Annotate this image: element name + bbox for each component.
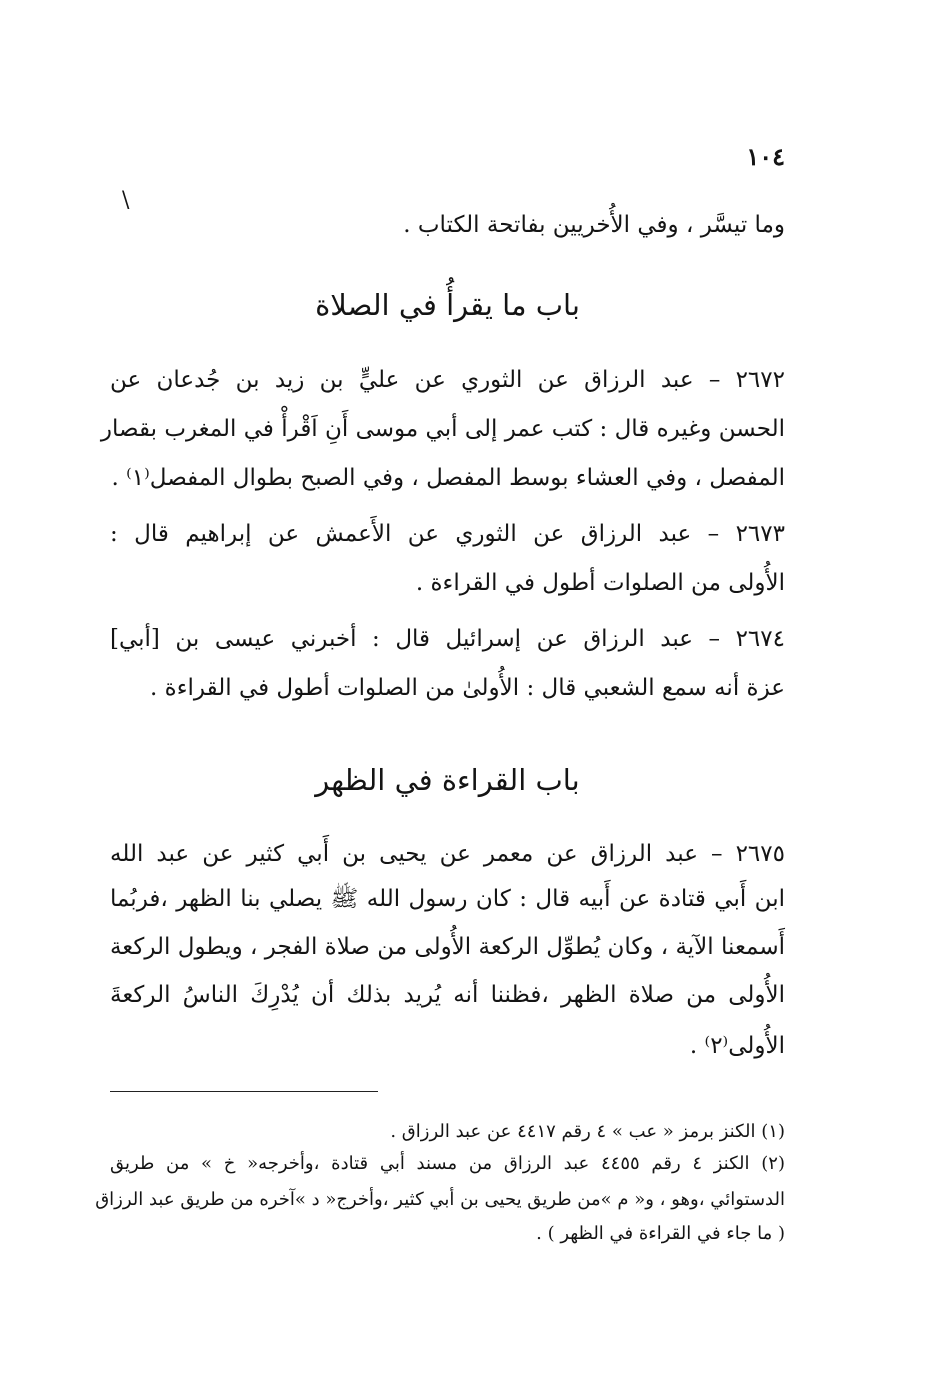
hadith-2672-line-3: المفصل ، وفي العشاء بوسط المفصل ، وفي الصبح بطوال المفصل⁽١⁾ . [111,465,785,491]
margin-mark: \ [122,188,130,213]
hadith-2675-line-3: أَسمعنا الآية ، وكان يُطوِّل الركعة الأُولى من صلاة الفجر ، ويطول الركعة [109,934,785,960]
section-heading-dhuhr-recitation: باب القراءة في الظهر [315,763,580,797]
footnote-2-line-2: الدستوائي ،وهو ، و« م »من طريق يحيى بن أبي كثير ،وأخرج« د »آخره من طريق عبد الرزاق [95,1189,785,1210]
hadith-2675-line-4: الأُولى من صلاة الظهر ،فظننا أنه يُريد بذلك أن يُدْرِكَ الناسُ الركعةَ [110,982,785,1008]
hadith-2674-line-2: عزة أنه سمع الشعبي قال : الأُولىٰ من الصلوات أطول في القراءة . [150,675,785,701]
hadith-2672-line-1: ٢٦٧٢ – عبد الرزاق عن الثوري عن عليٍّ بن زيد بن جُدعان عن [110,367,785,393]
hadith-2674-line-1: ٢٦٧٤ – عبد الرزاق عن إسرائيل قال : أخبرني عيسى بن [أبي] [110,626,785,652]
footnote-1: (١) الكنز برمز « عب » ٤ رقم ٤٤١٧ عن عبد الرزاق . [390,1121,785,1142]
page-number: ١٠٤ [746,142,785,171]
footnote-2-line-1: (٢) الكنز ٤ رقم ٤٤٥٥ عبد الرزاق من مسند أبي قتادة ،وأخرجه« خ » من طريق [110,1153,785,1174]
section-heading-prayer-recitation: باب ما يقرأُ في الصلاة [315,288,580,322]
document-page [95,0,785,1377]
hadith-2675-line-1: ٢٦٧٥ – عبد الرزاق عن معمر عن يحيى بن أَبي كثير عن عبد الله [110,841,785,867]
footnote-separator [110,1091,378,1092]
hadith-2673-line-2: الأُولى من الصلوات أطول في القراءة . [415,570,785,596]
hadith-2672-line-2: الحسن وغيره قال : كتب عمر إلى أبي موسى أَنِ اَقْرأْ في المغرب بقصار [100,416,785,442]
hadith-2675-line-2: ابن أَبي قتادة عن أَبيه قال : كان رسول الله ﷺ يصلي بنا الظهر ،فربُما [110,886,785,912]
hadith-2673-line-1: ٢٦٧٣ – عبد الرزاق عن الثوري عن الأَعمش عن إبراهيم قال : [110,521,785,547]
intro-line: وما تيسَّر ، وفي الأُخريين بفاتحة الكتاب . [403,212,785,238]
hadith-2675-line-5: الأُولى⁽٢⁾ . [689,1033,785,1059]
footnote-2-line-3: ( ما جاء في القراءة في الظهر ) . [536,1223,785,1244]
